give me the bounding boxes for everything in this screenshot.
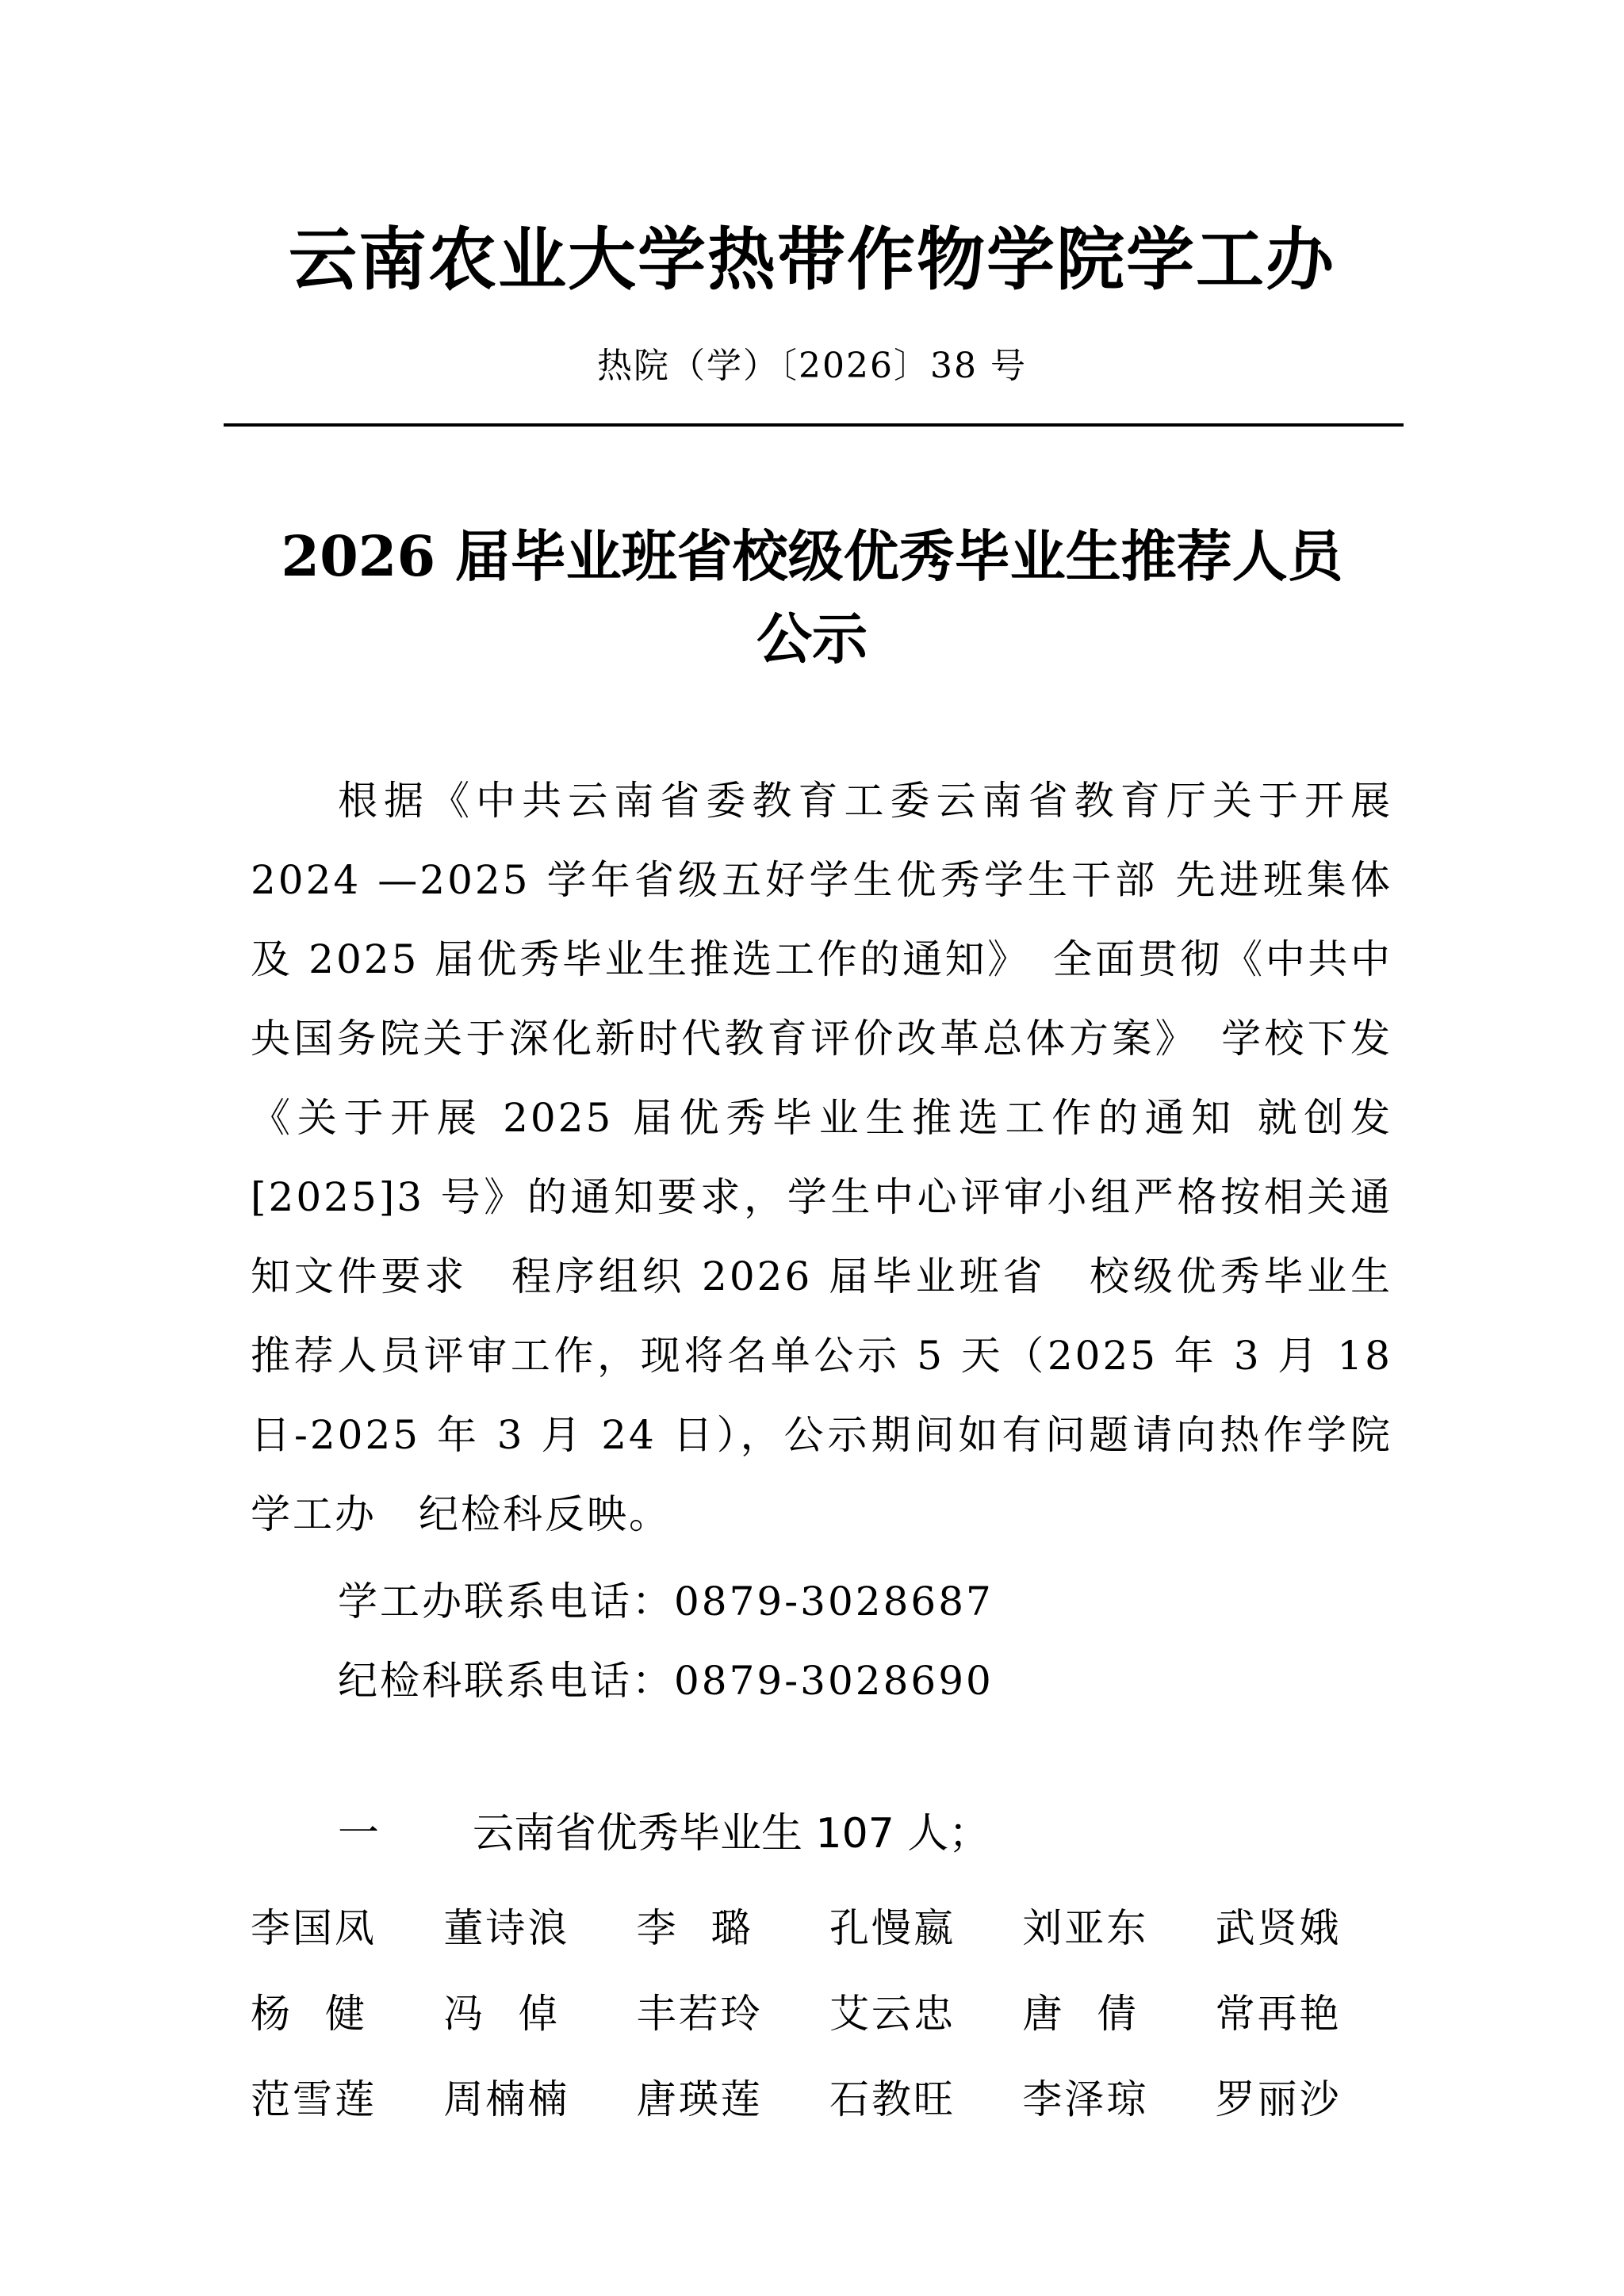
name-item: 李国凤 <box>251 1905 377 1951</box>
name-item: 范雪莲 <box>251 2076 377 2122</box>
contact-office-phone: 学工办联系电话：0879-3028687 <box>338 1578 994 1624</box>
name-row <box>251 2057 1408 2142</box>
name-item: 冯倬 <box>443 1991 593 2037</box>
name-item: 武贤娥 <box>1215 1905 1342 1951</box>
name-item: 艾云忠 <box>829 1991 956 2037</box>
notice-title-line-2: 公示 <box>756 606 868 672</box>
notice-title <box>0 515 1624 680</box>
section-number: 一 <box>338 1810 380 1858</box>
name-row <box>251 1885 1408 1971</box>
name-list <box>251 1885 1408 2142</box>
header-divider <box>224 423 1404 427</box>
organization-title: 云南农业大学热带作物学院学工办 <box>289 220 1335 300</box>
name-item: 唐瑛莲 <box>636 2076 763 2122</box>
name-item: 孔慢嬴 <box>829 1905 956 1951</box>
name-item: 常再艳 <box>1215 1991 1342 2037</box>
name-item: 李璐 <box>636 1905 786 1951</box>
name-item: 唐倩 <box>1022 1991 1172 2037</box>
name-item: 丰若玲 <box>636 1991 763 2037</box>
notice-body <box>251 761 1392 1554</box>
name-item: 石教旺 <box>829 2076 956 2122</box>
name-item: 董诗浪 <box>443 1905 570 1951</box>
name-item: 罗丽沙 <box>1215 2076 1342 2122</box>
name-item: 李泽琼 <box>1022 2076 1149 2122</box>
section-title: 云南省优秀毕业生 107 人； <box>473 1810 990 1858</box>
name-item: 刘亚东 <box>1022 1905 1149 1951</box>
document-number: 热院（学）〔2026〕38 号 <box>597 346 1027 386</box>
notice-title-line-1: 2026 届毕业班省校级优秀毕业生推荐人员 <box>281 523 1343 589</box>
contact-discipline-phone: 纪检科联系电话：0879-3028690 <box>338 1658 994 1704</box>
name-item: 周楠楠 <box>443 2076 570 2122</box>
section-heading <box>338 1798 990 1869</box>
name-item: 杨健 <box>251 1991 400 2037</box>
name-row <box>251 1971 1408 2057</box>
body-paragraph: 根据《中共云南省委教育工委云南省教育厅关于开展 2024 —2025 学年省级五好学生优秀学生干部 先进班集体及 2025 届优秀毕业生推选工作的通知》 全面贯彻《中共中央国务院关于深化新时代教育评价改革总体方案》 学校下发《关于开展 2025 届优秀毕业生推选工作的通知 就创发[2025]3 号》的通知要求，学生中心评审小组严格按相关通知文件要求 程序组织 2026 届毕业班省 校级优秀毕业生推荐人员评审工作，现将名单公示 5 天（2025 年 3 月 18 日-2025 年 3 月 24 日），公示期间如有问题请向热作学院学工办 纪检科反映。 <box>251 778 1392 1537</box>
